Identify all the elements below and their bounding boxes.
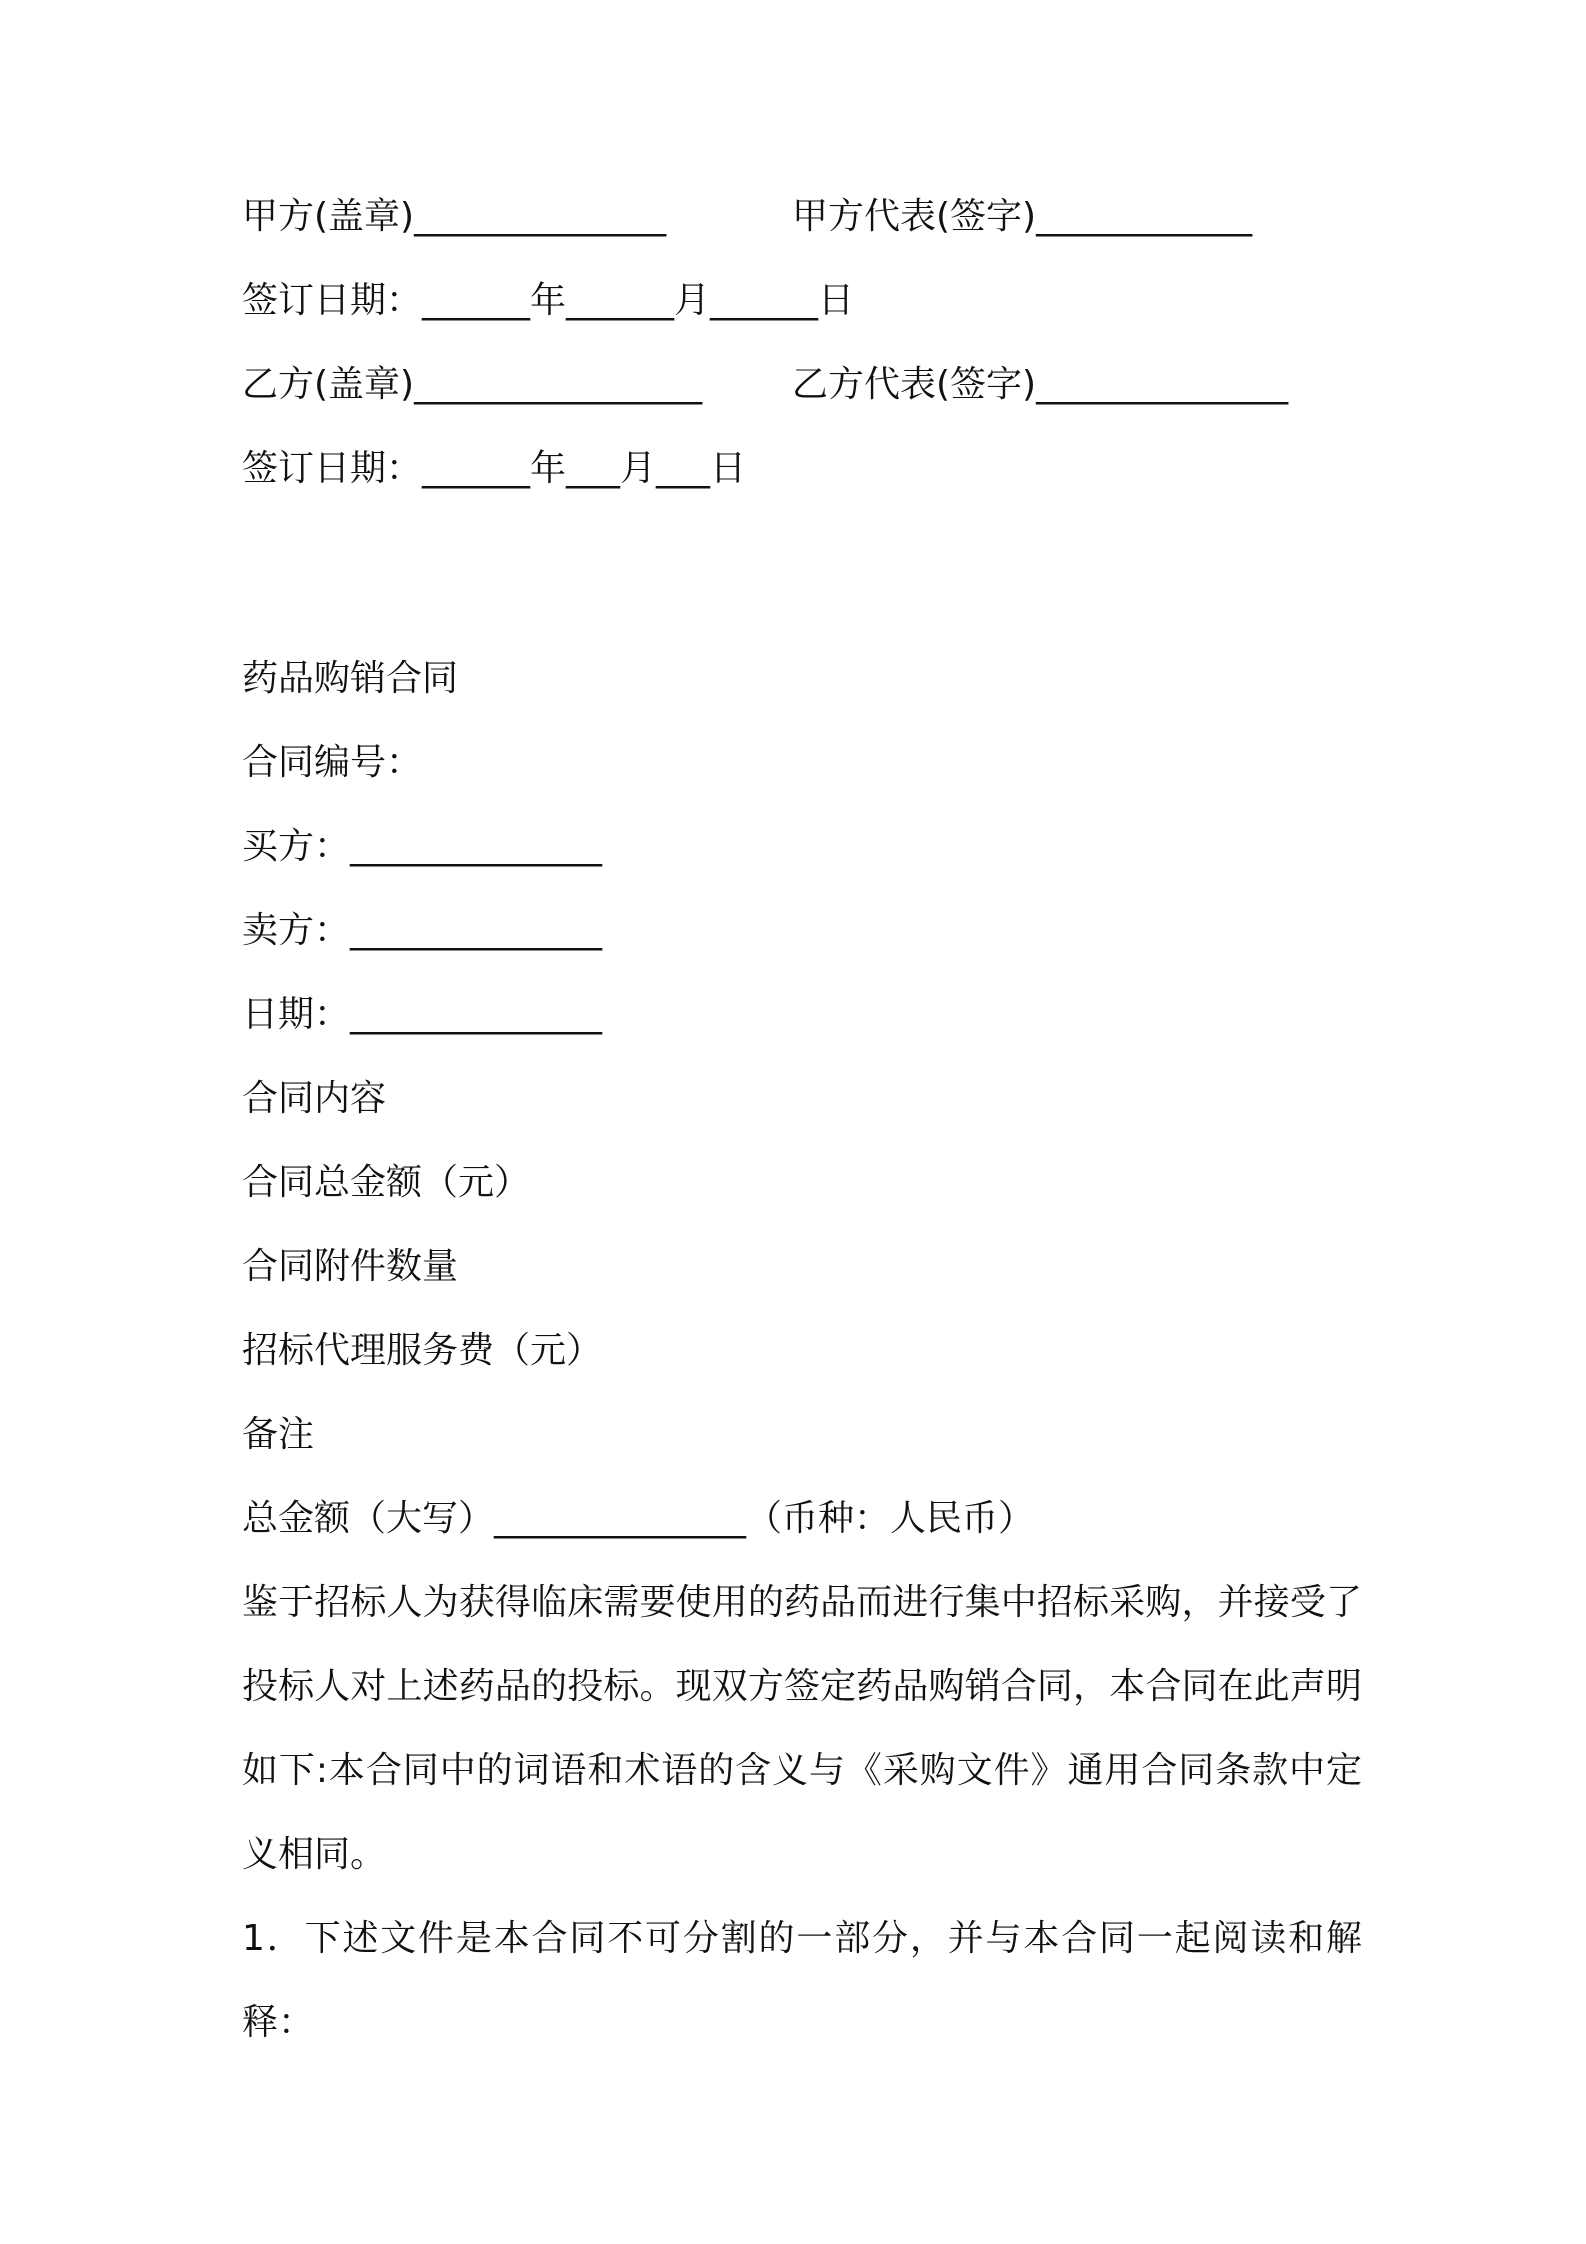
party-a-sign-date: 签订日期：______年______月______日: [242, 280, 855, 321]
total-amount-capitals: 总金额（大写）______________（币种：人民币）: [242, 1498, 1035, 1539]
document-content: [242, 196, 1362, 2065]
contract-content-label: 合同内容: [242, 1078, 387, 1119]
party-b-seal: 乙方(盖章)________________: [242, 364, 703, 405]
clause-1-paragraph: 1．下述文件是本合同不可分割的一部分，并与本合同一起阅读和解释：: [242, 1918, 1362, 2043]
attachment-count-label: 合同附件数量: [242, 1246, 459, 1287]
date-field: 日期：______________: [242, 994, 603, 1035]
party-b-representative: 乙方代表(签字)______________: [792, 364, 1289, 405]
remarks-label: 备注: [242, 1414, 315, 1455]
total-amount-label: 合同总金额（元）: [242, 1162, 531, 1203]
preamble-paragraph: 鉴于招标人为获得临床需要使用的药品而进行集中招标采购，并接受了投标人对上述药品的投标。现双方签定药品购销合同，本合同在此声明如下:本合同中的词语和术语的含义与《采购文件》通用合同条款中定义相同。: [242, 1582, 1362, 1875]
contract-title: 药品购销合同: [242, 658, 459, 699]
party-b-signature-row: [242, 364, 1362, 406]
seller-field: 卖方：______________: [242, 910, 603, 951]
contract-number-label: 合同编号：: [242, 742, 423, 783]
agency-fee-label: 招标代理服务费（元）: [242, 1330, 603, 1371]
party-a-representative: 甲方代表(签字)____________: [792, 196, 1253, 237]
buyer-field: 买方：______________: [242, 826, 603, 867]
party-a-signature-row: [242, 196, 1362, 238]
party-b-sign-date: 签订日期：______年___月___日: [242, 448, 747, 489]
party-a-seal: 甲方(盖章)______________: [242, 196, 667, 237]
